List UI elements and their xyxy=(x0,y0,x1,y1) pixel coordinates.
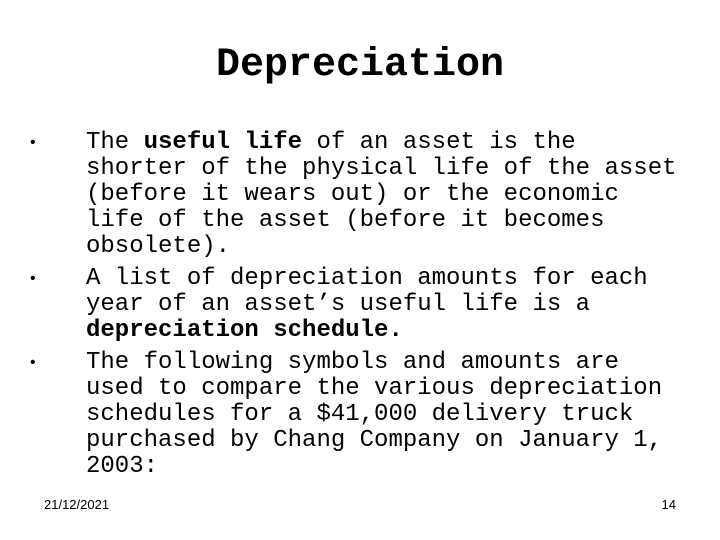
bullet-item-depreciation-schedule xyxy=(30,266,690,344)
bullet-text-pre: The following symbols and amounts are used to compare the various depreciation schedules for a $41,000 delivery truck purchased by Chang Company on January 1, 2003: xyxy=(86,349,663,480)
slide-title: Depreciation xyxy=(215,43,505,88)
bullet-list xyxy=(30,130,690,486)
page-number: 14 xyxy=(661,497,676,512)
bullet-item-symbols xyxy=(30,350,690,480)
bullet-text-bold: depreciation schedule. xyxy=(86,317,403,344)
bullet-icon: • xyxy=(30,270,36,287)
bullet-text-pre: The xyxy=(86,129,144,156)
bullet-item-useful-life xyxy=(30,130,690,260)
bullet-text-bold: useful life xyxy=(143,129,303,156)
bullet-icon: • xyxy=(30,354,36,371)
footer-date: 21/12/2021 xyxy=(44,497,110,512)
bullet-text-post: of an asset is the shorter of the physical life of the asset (before it wears out) or the economic life of the asset (before it becomes obsolete). xyxy=(86,129,677,260)
bullet-text-pre: A list of depreciation amounts for each year of an asset’s useful life is a xyxy=(86,265,648,318)
bullet-icon: • xyxy=(30,134,36,151)
